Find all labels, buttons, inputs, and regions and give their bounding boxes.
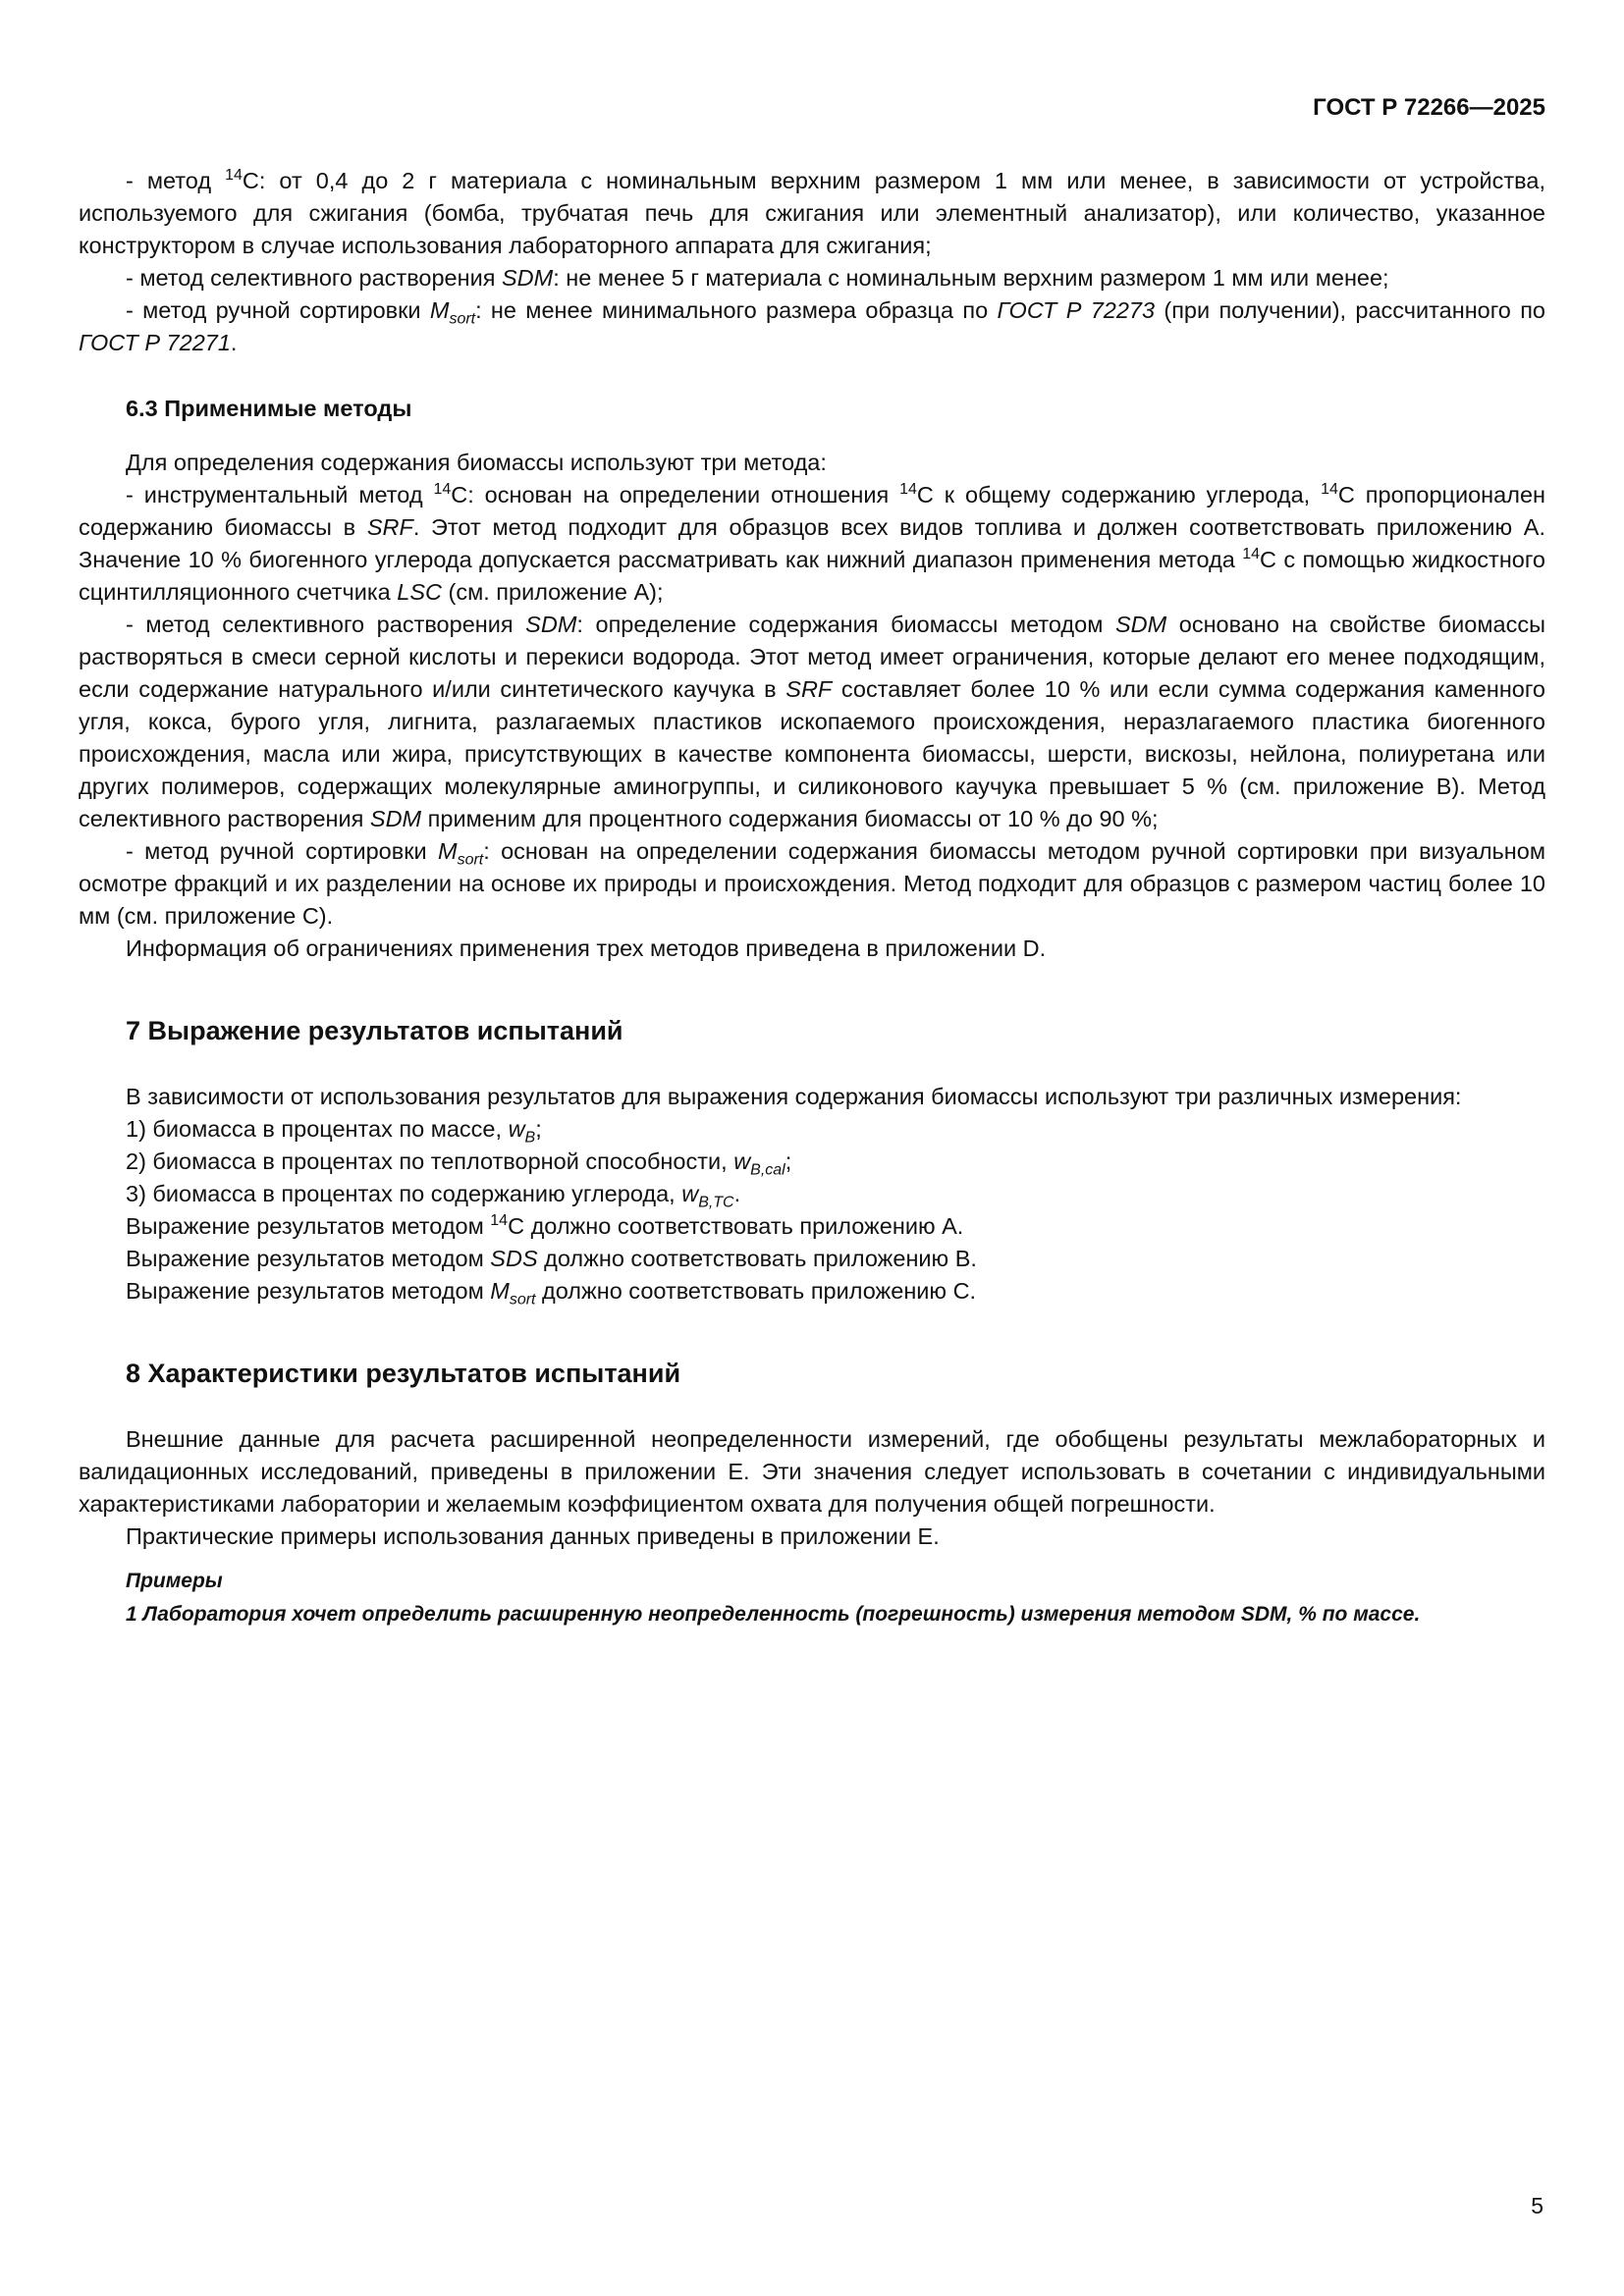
paragraph-expression-14c: Выражение результатов методом $^{14}$С должно соответствовать приложению А. bbox=[126, 1212, 964, 1239]
paragraph-expression-msort: Выражение результатов методом $M_{sort}$ должно соответствовать приложению С. bbox=[126, 1278, 977, 1308]
paragraph-external-data: Внешние данные для расчета расширенной неопределенности измерений, где обобщены результаты межлабораторных и валидационных исследований, приведены в приложении Е. Эти значения следует использовать в сочетании с индивидуальными характеристиками лаборатории и желаемым коэффициентом охвата для получения общей погрешности. bbox=[79, 1426, 1545, 1517]
examples-label: Примеры bbox=[126, 1570, 223, 1592]
page-footer bbox=[1531, 2193, 1543, 2219]
section-heading-6-3: 6.3 Применимые методы bbox=[126, 396, 412, 421]
list-item-carbon-percent: 3) биомасса в процентах по содержанию углерода, $w_{B,TC}$. bbox=[126, 1181, 741, 1211]
paragraph-practical-examples: Практические примеры использования данных приведены в приложении Е. bbox=[126, 1523, 940, 1549]
paragraph-method-14c-description: - инструментальный метод $^{14}$С: основан на определении отношения $^{14}$С к общему содержанию углерода, $^{14}$С пропорционален содержанию биомассы в SRF. Этот метод подходит для образцов всех видов топлива и должен соответствовать приложению А. Значение 10 % биогенного углерода допускается рассматривать как нижний диапазон применения метода $^{14}$С с помощью жидкостного сцинтилляционного счетчика LSC (см. приложение А); bbox=[79, 481, 1545, 605]
example-1-text: 1 Лаборатория хочет определить расширенную неопределенность (погрешность) измерения методом SDM, % по массе. bbox=[126, 1603, 1421, 1626]
doc-number: ГОСТ Р 72266—2025 bbox=[1313, 94, 1545, 121]
paragraph-three-methods-intro: Для определения содержания биомассы используют три метода: bbox=[126, 450, 827, 475]
paragraph-measurements-intro: В зависимости от использования результатов для выражения содержания биомассы используют три различных измерения: bbox=[126, 1084, 1462, 1109]
section-heading-8: 8 Характеристики результатов испытаний bbox=[126, 1359, 681, 1388]
list-item-mass-percent: 1) биомасса в процентах по массе, $w_B$; bbox=[126, 1116, 542, 1147]
paragraph-method-sdm-description: - метод селективного растворения SDM: определение содержания биомассы методом SDM основано на свойстве биомассы растворяться в смеси серной кислоты и перекиси водорода. Этот метод имеет ограничения, которые делают его менее подходящим, если содержание натурального и/или синтетического каучука в SRF составляет более 10 % или если сумма содержания каменного угля, кокса, бурого угля, лигнита, разлагаемых пластиков ископаемого происхождения, неразлагаемого пластика биогенного происхождения, масла или жира, присутствующих в качестве компонента биомассы, шерсти, вискозы, нейлона, полиуретана или других полимеров, содержащих молекулярные аминогруппы, и силиконового каучука превышает 5 % (см. приложение В). Метод селективного растворения SDM применим для процентного содержания биомассы от 10 % до 90 %; bbox=[79, 612, 1545, 831]
paragraph-limitations-info: Информация об ограничениях применения трех методов приведена в приложении D. bbox=[126, 935, 1047, 961]
paragraph-method-msort-description: - метод ручной сортировки $M_{sort}$: основан на определении содержания биомассы методом ручной сортировки при визуальном осмотре фракций и их разделении на основе их природы и происхождения. Метод подходит для образцов с размером частиц более 10 мм (см. приложение С). bbox=[79, 838, 1545, 929]
paragraph-method-msort-amount: - метод ручной сортировки $M_{sort}$: не менее минимального размера образца по ГОСТ Р 72273 (при получении), рассчитанного по ГОСТ Р 72271. bbox=[79, 297, 1545, 355]
list-item-calorific-percent: 2) биомасса в процентах по теплотворной способности, $w_{B,cal}$; bbox=[126, 1148, 792, 1179]
paragraph-method-14c-amount: - метод $^{14}$С: от 0,4 до 2 г материала с номинальным верхним размером 1 мм или менее, в зависимости от устройства, используемого для сжигания (бомба, трубчатая печь для сжигания или элементный анализатор), или количество, указанное конструктором в случае использования лабораторного аппарата для сжигания; bbox=[79, 167, 1545, 258]
paragraph-expression-sds: Выражение результатов методом SDS должно соответствовать приложению В. bbox=[126, 1246, 977, 1271]
section-heading-7: 7 Выражение результатов испытаний bbox=[126, 1016, 623, 1045]
document-body bbox=[79, 165, 1545, 1629]
page-number: 5 bbox=[1531, 2193, 1543, 2218]
page-header bbox=[79, 94, 1545, 122]
paragraph-method-sdm-amount: - метод селективного растворения SDM: не менее 5 г материала с номинальным верхним размером 1 мм или менее; bbox=[126, 265, 1389, 291]
